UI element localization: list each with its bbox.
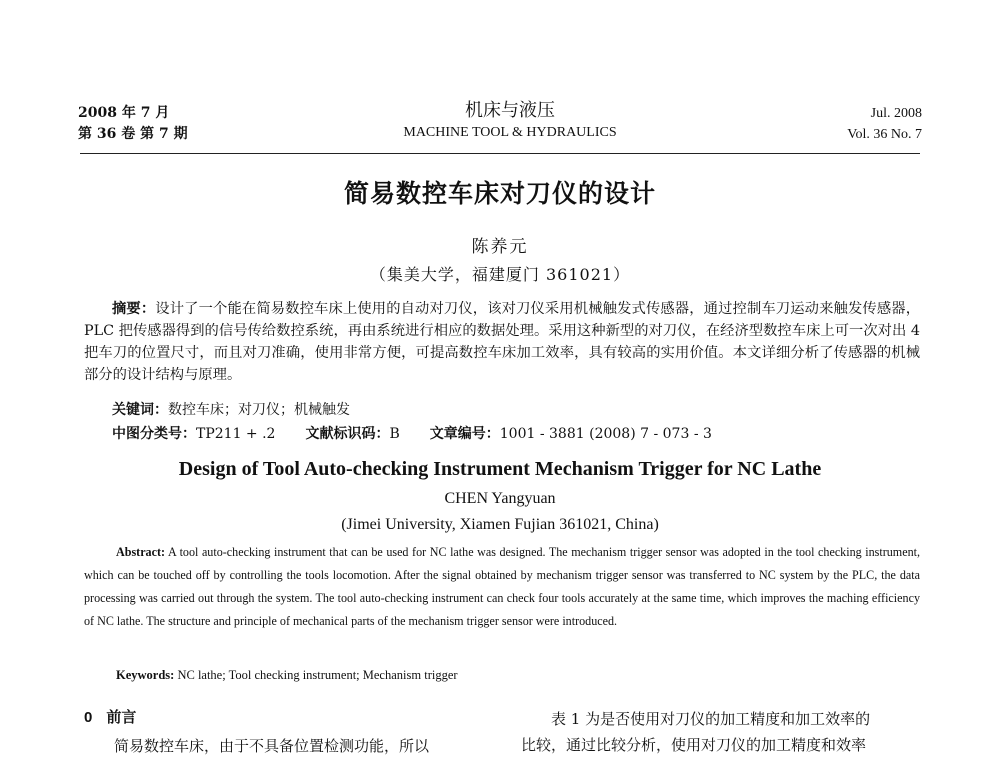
header-volume-en: Vol. 36 No. 7 [847, 127, 922, 142]
classification-row [112, 424, 712, 444]
journal-name-en: MACHINE TOOL & HYDRAULICS [403, 125, 617, 140]
clc-label: 中图分类号： [112, 426, 196, 442]
affiliation-en: (Jimei University, Xiamen Fujian 361021, China) [341, 516, 659, 533]
article-no-value: 1001 - 3881 (2008) 7 - 073 - 3 [499, 426, 712, 442]
keywords-en-text: NC lathe; Tool checking instrument; Mechanism trigger [177, 668, 458, 682]
header-rule [80, 153, 920, 154]
keywords-en [116, 665, 458, 685]
left-column-text [84, 734, 494, 758]
header-date-en: Jul. 2008 [870, 106, 922, 121]
title-en: Design of Tool Auto-checking Instrument Mechanism Trigger for NC Lathe [178, 458, 822, 480]
header-volume-cn: 第 36 卷 第 7 期 [78, 126, 188, 142]
right-column-text [521, 706, 921, 758]
affiliation-cn: （集美大学，福建厦门 361021） [369, 265, 631, 284]
author-cn: 陈养元 [471, 237, 529, 257]
section-title: 前言 [106, 708, 137, 726]
keywords-cn-label: 关键词： [112, 402, 168, 418]
keywords-cn [112, 400, 350, 420]
title-cn: 简易数控车床对刀仪的设计 [343, 179, 656, 208]
abstract-cn [84, 298, 920, 386]
header-date-cn: 2008 年 7 月 [78, 105, 170, 121]
abstract-cn-text: 设计了一个能在简易数控车床上使用的自动对刀仪，该对刀仪采用机械触发式传感器，通过控制车刀运动来触发传感器，PLC 把传感器得到的信号传给数控系统，再由系统进行相应的数据处理。采用这种新型的对刀仪，在经济型数控车床上可一次对出 4 把车刀的位置尺寸，而且对刀准确，使用非常方便，可提高数控车床加工效率，具有较高的实用价值。本文详细分析了传感器的机械部分的设计结构与原理。 [84, 301, 920, 383]
author-en: CHEN Yangyuan [444, 490, 556, 507]
article-no-label: 文章编号： [429, 426, 500, 442]
abstract-en-text: A tool auto-checking instrument that can be used for NC lathe was designed. The mechanism trigger sensor was adopted in the tool checking instrument, which can be touched off by controlling the tools locomotion. After the signal obtained by mechanism trigger sensor was transferred to NC system by the PLC, the data processing was carried out through the system. The tool auto-checking instrument can check four tools accurately at the same time, which improves the maching efficiency of NC lathe. The structure and principle of mechanical parts of the mechanism trigger sensor were introduced. [84, 545, 920, 628]
doc-code-label: 文献标识码： [305, 426, 390, 442]
keywords-cn-text: 数控车床；对刀仪；机械触发 [168, 402, 350, 418]
left-column-line: 简易数控车床，由于不具备位置检测功能，所以 [114, 737, 430, 755]
right-column-line-2: 比较，通过比较分析，使用对刀仪的加工精度和效率 [521, 736, 867, 754]
header-center [360, 100, 660, 144]
abstract-cn-label: 摘要： [112, 301, 156, 317]
header-right [847, 103, 922, 145]
header-left [78, 103, 188, 145]
section-heading [84, 706, 136, 727]
abstract-en [84, 541, 920, 633]
clc-value: TP211 + .2 [196, 426, 276, 442]
journal-name-cn: 机床与液压 [465, 100, 555, 121]
doc-code-value: B [389, 426, 400, 442]
section-number: 0 [84, 709, 93, 726]
abstract-en-label: Abstract: [116, 545, 166, 559]
keywords-en-label: Keywords: [116, 668, 175, 682]
right-column-line-1: 表 1 为是否使用对刀仪的加工精度和加工效率的 [551, 710, 871, 728]
